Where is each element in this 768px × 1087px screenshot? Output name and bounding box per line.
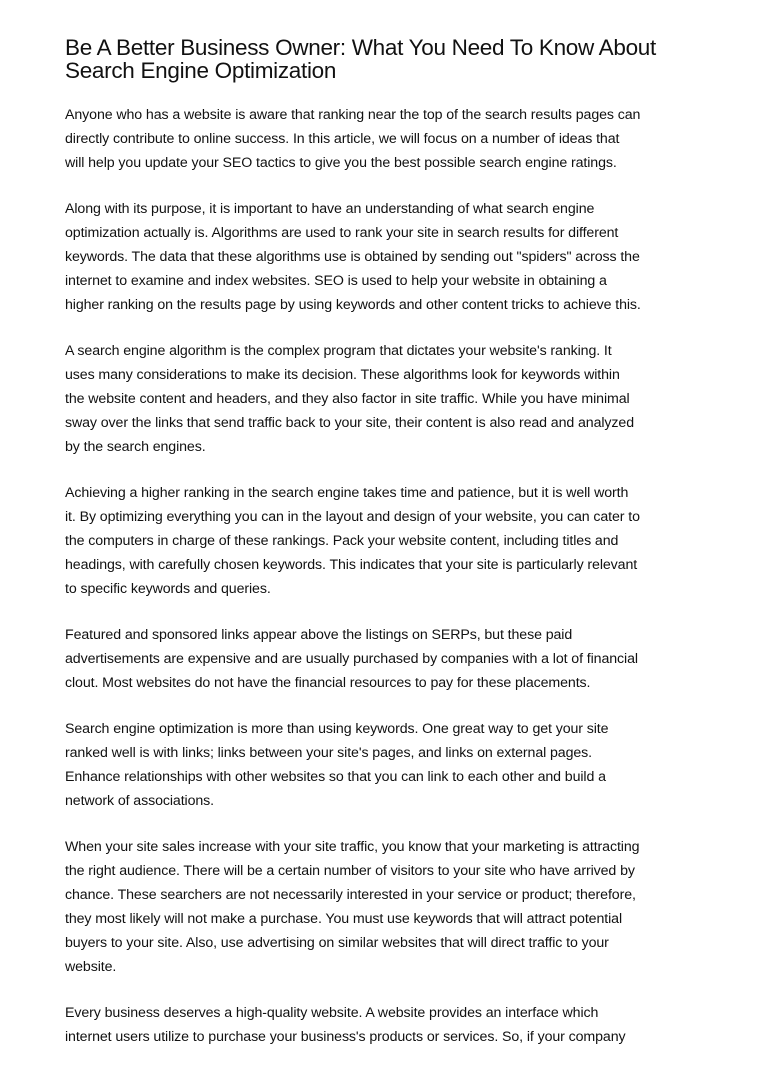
paragraph: [65, 717, 725, 813]
paragraph-line: will help you update your SEO tactics to give you the best possible search engine ratings.: [65, 155, 617, 171]
paragraph-line: the computers in charge of these rankings. Pack your website content, including titles and: [65, 533, 619, 549]
paragraph-line: by the search engines.: [65, 439, 206, 455]
paragraph-line: to specific keywords and queries.: [65, 581, 271, 597]
paragraph-line: the right audience. There will be a certain number of visitors to your site who have arrived by: [65, 863, 635, 879]
paragraph-line: ranked well is with links; links between your site's pages, and links on external pages.: [65, 745, 593, 761]
paragraph-line: higher ranking on the results page by using keywords and other content tricks to achieve this.: [65, 297, 641, 313]
paragraph-line: Featured and sponsored links appear above the listings on SERPs, but these paid: [65, 627, 573, 643]
paragraph: [65, 623, 725, 695]
paragraph: [65, 197, 725, 317]
document-title: [65, 36, 725, 82]
paragraph-line: internet to examine and index websites. SEO is used to help your website in obtaining a: [65, 273, 607, 289]
paragraph-line: website.: [65, 959, 117, 975]
paragraph-line: buyers to your site. Also, use advertising on similar websites that will direct traffic to your: [65, 935, 609, 951]
paragraph-line: the website content and headers, and they also factor in site traffic. While you have minimal: [65, 391, 630, 407]
title-line: Be A Better Business Owner: What You Need To Know About: [65, 35, 656, 60]
paragraph-line: optimization actually is. Algorithms are used to rank your site in search results for different: [65, 225, 619, 241]
paragraph-line: Along with its purpose, it is important to have an understanding of what search engine: [65, 201, 595, 217]
paragraph: [65, 835, 725, 979]
paragraph-line: sway over the links that send traffic back to your site, their content is also read and analyzed: [65, 415, 634, 431]
paragraph: [65, 339, 725, 459]
paragraph-line: clout. Most websites do not have the financial resources to pay for these placements.: [65, 675, 591, 691]
paragraph-line: Every business deserves a high-quality website. A website provides an interface which: [65, 1005, 599, 1021]
paragraph-line: it. By optimizing everything you can in the layout and design of your website, you can cater to: [65, 509, 640, 525]
paragraph: [65, 1001, 725, 1049]
paragraph-line: chance. These searchers are not necessarily interested in your service or product; therefore,: [65, 887, 636, 903]
document-body: [65, 103, 725, 1049]
paragraph-line: headings, with carefully chosen keywords. This indicates that your site is particularly relevant: [65, 557, 638, 573]
paragraph-line: they most likely will not make a purchase. You must use keywords that will attract potential: [65, 911, 622, 927]
paragraph-line: uses many considerations to make its decision. These algorithms look for keywords within: [65, 367, 620, 383]
paragraph-line: internet users utilize to purchase your business's products or services. So, if your company: [65, 1029, 626, 1045]
paragraph-line: directly contribute to online success. In this article, we will focus on a number of ideas that: [65, 131, 620, 147]
paragraph: [65, 103, 725, 175]
paragraph-line: Enhance relationships with other websites so that you can link to each other and build a: [65, 769, 606, 785]
paragraph-line: Achieving a higher ranking in the search engine takes time and patience, but it is well worth: [65, 485, 629, 501]
paragraph-line: When your site sales increase with your site traffic, you know that your marketing is attracting: [65, 839, 640, 855]
paragraph-line: network of associations.: [65, 793, 215, 809]
paragraph-line: Search engine optimization is more than using keywords. One great way to get your site: [65, 721, 609, 737]
paragraph-line: keywords. The data that these algorithms use is obtained by sending out "spiders" across the: [65, 249, 640, 265]
paragraph-line: Anyone who has a website is aware that ranking near the top of the search results pages can: [65, 107, 641, 123]
paragraph-line: A search engine algorithm is the complex program that dictates your website's ranking. It: [65, 343, 612, 359]
paragraph-line: advertisements are expensive and are usually purchased by companies with a lot of financial: [65, 651, 638, 667]
paragraph: [65, 481, 725, 601]
title-line: Search Engine Optimization: [65, 58, 337, 83]
document-page: [65, 36, 725, 1071]
